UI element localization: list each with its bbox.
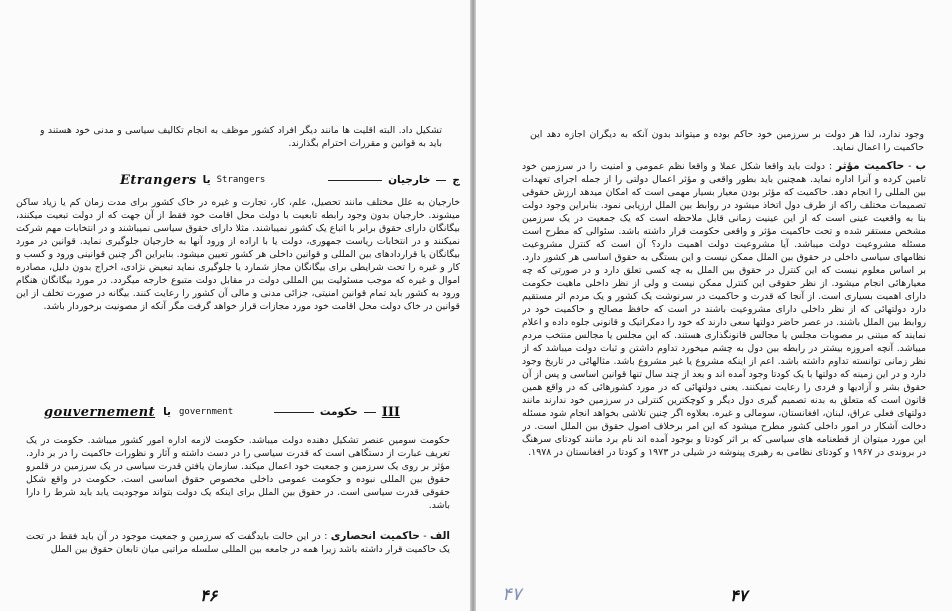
section-3-en-title-plain: government [178, 407, 234, 417]
subsection-a-title: حاکمیت انحصاری [330, 530, 420, 542]
left-intro-paragraph: تشکیل داد. البته اقلیت ها مانند دیگر افراد کشور موظف به انجام تکالیف سیاسی و مدنی خود هستند و باید به قوانین و مقررات احترام بگذارند. [40, 125, 442, 149]
subsection-b-dash: - [904, 161, 912, 172]
section-3-number: III [381, 404, 400, 420]
subsection-a-dash: - [419, 531, 427, 542]
subsection-a [26, 530, 450, 582]
section-c-en-title-plain: Strangers [216, 175, 266, 185]
section-3-connector: یا [163, 406, 171, 418]
section-c-en-title-italic: Etrangers [120, 172, 197, 188]
right-page-number: ۴۷ [730, 586, 748, 605]
section-c-body: خارجیان به علل مختلف مانند تحصیل، علم، کار، تجارت و غیره در خاک کشور برای مدت زمان کم یا زیاد ساکن میشوند. خارجیان بدون وجود رابطه تابعیت با دولت محل اقامت خود فقط از آن جهت که از دولت تبعیت میکنند، بیگانگان دارای حقوق برابر با اتباع یک کشور نمیباشند. مثلا دارای حقوق سیاسی نمیباشند و در انتخابات مهم شرکت نمیکنند و در انتخابات ریاست جمهوری، دولت یا با اراده از ورود آنها به خارجیان جلوگیری نماید. قوانین در مورد بیگانگان یا قراردادهای بین المللی و قوانین داخلی هر کشور تعیین میشود. بنابراین اگر چنین قوانینی ورود و کسب و کار و غیره را تحت شرایطی برای بیگانگان مجاز شمارد یا جلوگیری نماید تبعیض نژادی، اخراج بدون دلیل، مصادره اموال و غیره که موجب مسئولیت بین المللی دولت در مقابل دولت متبوع خارجه میگردد. در مورد بیگانگان هنگام ورود به کشور باید تمام قوانین امنیتی، جزائی مدنی و مالی آن کشور را رعایت کنند. بیگانه در صورت تخلف از این قوانین در خاک دولت محل اقامت خود مورد مجازات قرار خواهد گرفت مگر آنکه از مصونیت برخوردار باشد. [16, 197, 460, 312]
subsection-a-label: الف [429, 530, 450, 542]
subsection-b-title: حاکمیت مؤثر [836, 160, 905, 172]
subsection-b-text: دولت باید واقعا شکل عملا و واقعا نظم عمومی و امنیت را در سرزمین خود تامین کرده و آنرا اداره نماید. همچنین باید بطور واقعی و مؤثر اعمال دولتی را از جمله اجرای تعهدات بین المللی را انجام دهد. حاکمیت که مؤثر بودن معیار بسیار مهمی است که امکان میدهد ارزش حقوقی تصمیمات مختلف راکه از طرف دول اتخاذ میشود در روابط بین الملل ارزیابی نمود. بنابراین وجود دولت بنا به واقعیت عینی است که از این عینیت زمانی قابل ملاحظه است که یک جمعیت در یک سرزمین مشخص مستقر شده و تحت حاکمیت مؤثر و واقعی حکومت قرار داشته باشد. سئوالی که مطرح است مسئله مشروعیت دولت میباشد. آیا مشروعیت دولت اهمیت دارد؟ آن است که کنترل مشروعیت نظامهای سیاسی داخلی در حقوق بین الملل ممکن نیست و این بستگی به حقوق اساسی هر کشور دارد. بر اساس معلوم نیست که این کنترل در حقوق بین الملل به چه کسی تعلق دارد و در صورتی که چه معیارهائی انجام میشود. از نظر حقوقی این کنترل ممکن نیست و ولی از نظر داخلی ماهیت حکومت دارای اهمیت بسیاری است. از آنجا که قدرت و حاکمیت در سرنوشت یک کشور و یک مردم اثر مستقیم دارد دولتهائی که از نظر داخلی دارای مشروعیت باشند در است که حافظ مصالح و حاکمیت خود در روابط بین الملل باشند. در عصر حاضر دولتها سعی دارند که خود را دمکراتیک و قانونی جلوه داده و اعلام نمایند که مبتنی بر مصوبات مجلس یا مجالس قانونگذاری هستند. که این مجلس یا مجالس منتخب مردم میباشد. آنچه امروزه بیشتر در رابطه بین دول به چشم میخورد تداوم داشتن و ثبات دولت میباشد که از نظر زمانی توانسته تداوم داشته باشد. اعم از اینکه مشروع یا غیر مشروع باشد. مثالهائی در تاریخ وجود دارد و در این زمینه که دولتها با یک کودتا وجود آمده اند و بعد از چند سال تنها قوانین اساسی و پس از آن حقوق بشر و آزادیها و فردی را رعایت نمیکنند. یعنی دولتهائی که در مورد کشورهائی که در واقع همین قانون است که متعلق به بدنه تصمیم گیری دول دیگر و کوچکترین کنترلی در سرزمین خود ندارند مانند دولتهای فعلی عراق، لبنان، افغانستان، سومالی و غیره. بعلاوه اگر چنین تلاشی بخواهد انجام شود مسئله دخالت آشکار در امور داخلی کشور مطرح میشود که این امر برخلاف اصول حقوق بین الملل است. در این مورد میتوان از قطعنامه های سیاسی که بر اثر کودتا و بوجود آمده اند نام برد مانند کودتای سرهنگ در بروندی در ۱۹۶۷ و کودتای نظامی به رهبری پینوشه در شیلی در ۱۹۷۳ و کودتا در افغانستان در ۱۹۷۸. [522, 161, 926, 458]
section-c-title-rule [328, 180, 382, 181]
section-3-separator [364, 412, 376, 413]
subsection-a-colon: : [320, 531, 328, 542]
subsection-a-text: در این حالت بایدگفت که سرزمین و جمعیت موجود در آن باید فقط در تحت یک حاکمیت قرار داشته باشد زیرا همه در جامعه بین المللی سلسله مراتبی میان تابعان حقوق بین الملل [26, 531, 450, 555]
section-3-body: حکومت سومین عنصر تشکیل دهنده دولت میباشد. حکومت لازمه اداره امور کشور میباشد. حکومت در یک تعریف عبارت از دستگاهی است که قدرت سیاسی را در دست داشته و آثار و نظورات حاکمیت را در بر دارد. مؤثر بر روی یک سرزمین و جمعیت خود اعمال میکند. سازمان یافتن قدرت سیاسی در یک سرزمین در قلمرو حقوق بین المللی نبوده و حکومت عمومی داخلی مخصوص حقوق اساسی است. حکومت در واقع شکل حقوقی قدرت سیاسی است. در حقوق بین الملل برای اینکه یک دولت بتواند موجودیت یابد باید شرط را دارا باشد. [26, 435, 450, 511]
section-3-title: حکومت [319, 406, 358, 418]
section-3-title-rule [274, 412, 314, 413]
subsection-b [522, 160, 926, 584]
subsection-b-label: ب [915, 160, 926, 172]
section-3-en-title-italic: gouvernement [44, 404, 156, 420]
right-page-number-handwritten: ۴۷ [502, 584, 522, 605]
right-page [476, 0, 952, 611]
section-3-heading [44, 402, 400, 422]
section-c-connector: یا [202, 174, 211, 186]
left-page-number: ۴۶ [200, 586, 218, 605]
right-intro-paragraph: وجود ندارد، لذا هر دولت بر سرزمین خود حاکم بوده و میتواند بدون آنکه به دیگران اجازه دهد این حاکمیت را اعمال نماید. [530, 129, 924, 153]
section-c-title: خارجیان [388, 174, 431, 186]
subsection-b-colon: : [825, 161, 833, 172]
section-c-heading [120, 170, 460, 190]
left-page [0, 0, 470, 611]
section-c-separator [436, 180, 446, 181]
section-c-number: ج [452, 174, 460, 186]
